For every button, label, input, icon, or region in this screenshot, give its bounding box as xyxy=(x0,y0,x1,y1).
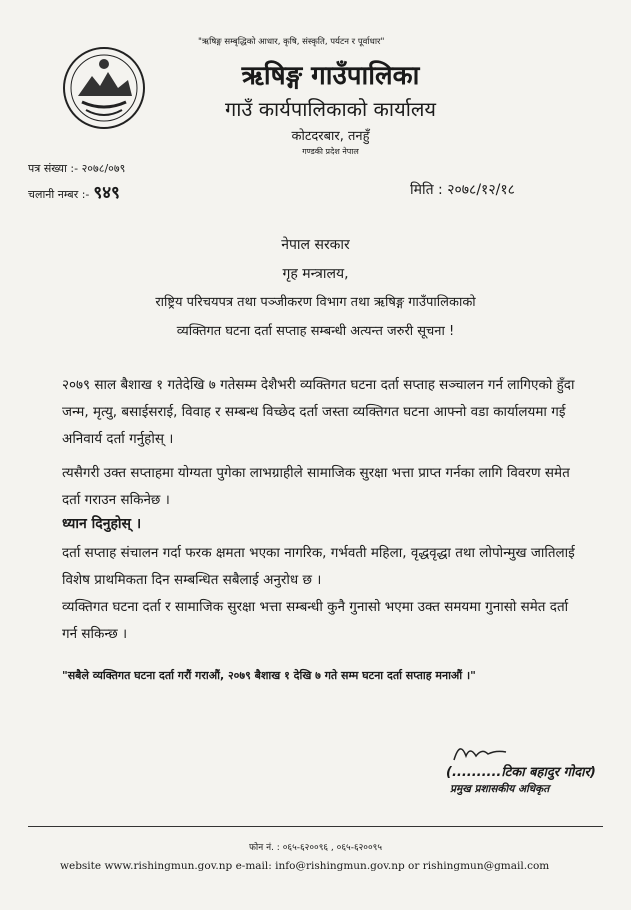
footer-divider xyxy=(28,826,603,827)
province-label: गण्डकी प्रदेश नेपाल xyxy=(302,147,359,156)
heading-department: राष्ट्रिय परिचयपत्र तथा पञ्जीकरण विभाग तथा ऋषिङ्ग गाउँपालिकाको xyxy=(155,295,476,310)
paragraph-priority: दर्ता सप्ताह संचालन गर्दा फरक क्षमता भएका नागरिक, गर्भवती महिला, वृद्धवृद्धा तथा लोपोन्मुख जातिलाई विशेष प्राथमिकता दिन सम्बन्धित सबैलाई अनुरोध छ । xyxy=(62,545,575,588)
letter-number: पत्र संख्या :- २०७८/०७९ xyxy=(28,162,126,175)
dispatch-number xyxy=(28,180,120,203)
header-slogan: "ऋषिङ्ग सम्बृद्धिको आधार, कृषि, संस्कृति, पर्यटन र पूर्वाधार" xyxy=(198,37,385,47)
paragraph-registration-week: २०७९ साल बैशाख १ गतेदेखि ७ गतेसम्म देशैभरी व्यक्तिगत घटना दर्ता सप्ताह सञ्चालन गर्न लागिएको हुँदा जन्म, मृत्यु, बसाईसराई, विवाह र सम्बन्ध विच्छेद दर्ता जस्ता व्यक्तिगत घटना आफ्नो वडा कार्यालयमा गई अनिवार्य दर्ता गर्नुहोस् । xyxy=(62,377,575,447)
heading-govt: नेपाल सरकार xyxy=(281,237,350,253)
dispatch-value: ९४९ xyxy=(93,183,120,203)
attention-label: ध्यान दिनुहोस् । xyxy=(62,516,142,532)
footer-contact: website www.rishingmun.gov.np e-mail: info@rishingmun.gov.np or rishingmun@gmail.com xyxy=(60,860,550,872)
office-subtitle: गाउँ कार्यपालिकाको कार्यालय xyxy=(224,97,437,121)
heading-ministry: गृह मन्त्रालय, xyxy=(282,266,349,282)
heading-notice: व्यक्तिगत घटना दर्ता सप्ताह सम्बन्धी अत्यन्त जरुरी सूचना ! xyxy=(176,324,455,339)
municipality-title: ऋषिङ्ग गाउँपालिका xyxy=(241,61,420,91)
signatory-name: (..........टिका बहादुर गोदार) xyxy=(446,765,596,780)
letter-date: मिति : २०७८/१२/१८ xyxy=(410,182,515,198)
signatory-title: प्रमुख प्रशासकीय अधिकृत xyxy=(450,783,550,795)
campaign-slogan: "सबैले व्यक्तिगत घटना दर्ता गरौं गराऔं, २०७९ बैशाख १ देखि ७ गते सम्म घटना दर्ता सप्ताह मनाऔं ।" xyxy=(62,669,476,682)
footer-phone: फोन नं. : ०६५-६२००९६ , ०६५-६२००९५ xyxy=(248,843,383,853)
dispatch-label: चलानी नम्बर :- xyxy=(28,188,90,201)
office-address: कोटदरबार, तनहुँ xyxy=(291,129,370,144)
paragraph-social-security: त्यसैगरी उक्त सप्ताहमा योग्यता पुगेका लाभग्राहीले सामाजिक सुरक्षा भत्ता प्राप्त गर्नका लागि विवरण समेत दर्ता गराउन सकिनेछ । xyxy=(62,465,570,508)
paragraph-complaints: व्यक्तिगत घटना दर्ता र सामाजिक सुरक्षा भत्ता सम्बन्धी कुनै गुनासो भएमा उक्त समयमा गुनासो समेत दर्ता गर्न सकिन्छ । xyxy=(62,599,569,642)
